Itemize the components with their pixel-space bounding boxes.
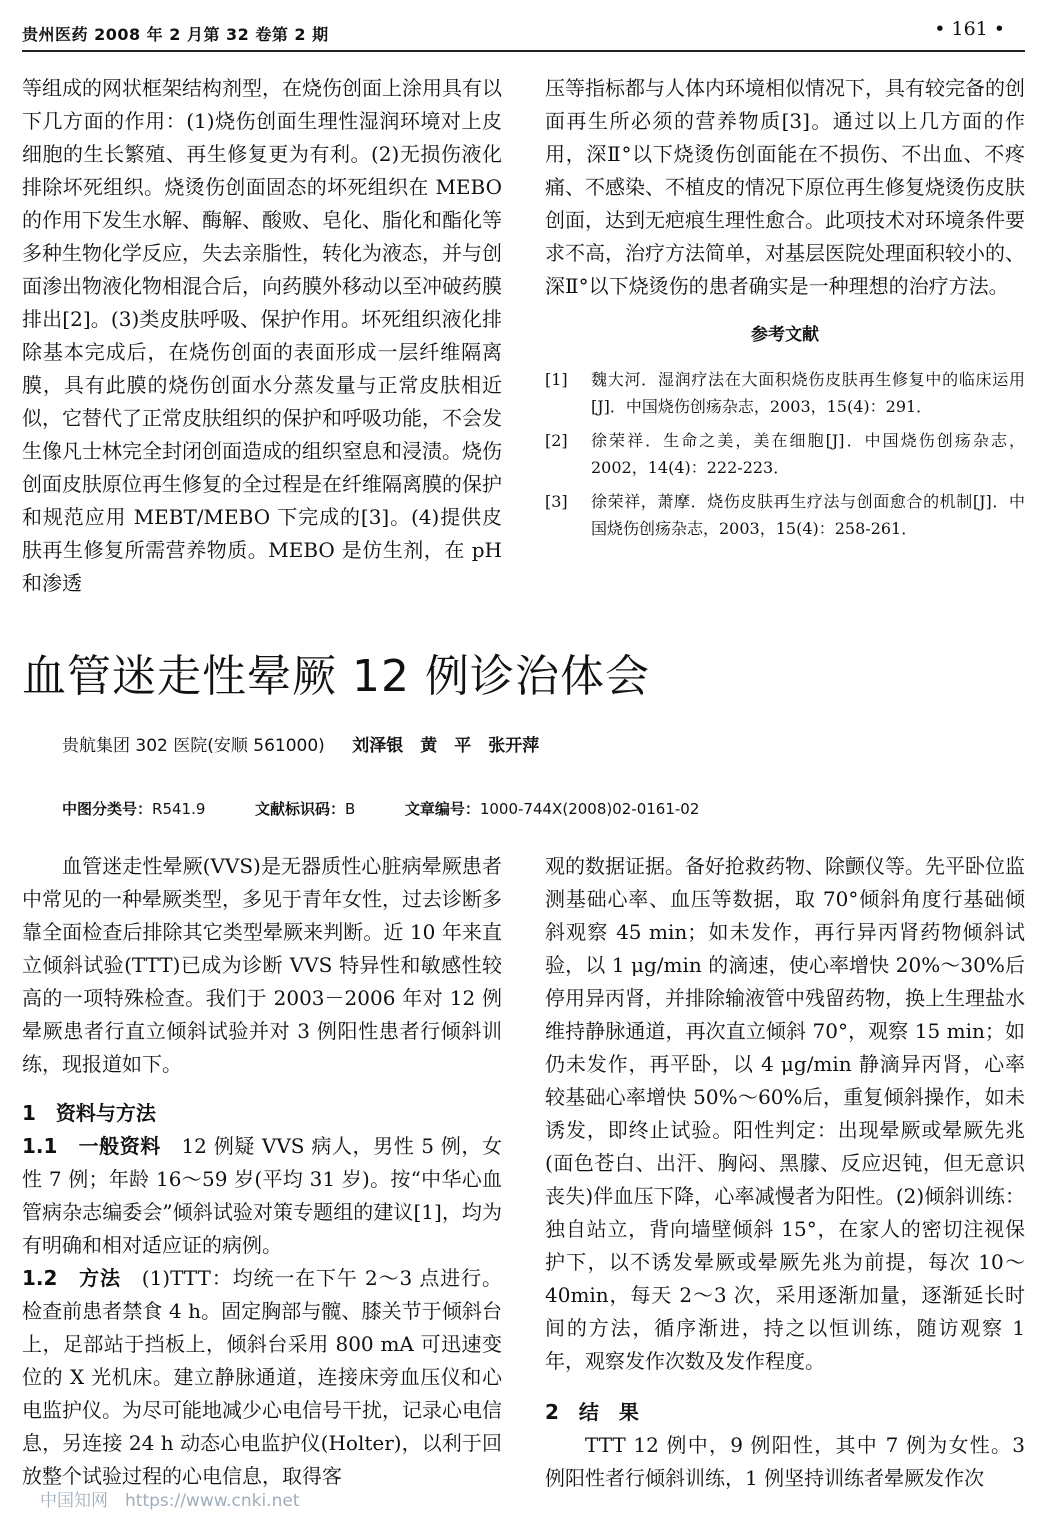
reference-item (545, 488, 1025, 542)
subsection-heading: 1.1 一般资料 (22, 1134, 161, 1158)
subsection-heading: 1.2 方法 (22, 1266, 121, 1290)
doc-code-label: 文献标识码： (254, 800, 345, 818)
reference-item (545, 366, 1025, 420)
top-right-column (545, 72, 1025, 549)
reference-number: [3] (545, 492, 568, 511)
methods-continued: 观的数据证据。备好抢救药物、除颤仪等。先平卧位监测基础心率、血压等数据，取 70°倾斜角度行基础倾斜观察 45 min；如未发作，再行异丙肾药物倾斜试验，以 1 μg/min 的滴速，使心率增快 20%～30%后停用异丙肾，并排除输液管中残留药物，换上生理盐水维持静脉通道，再次直立倾斜 70°，观察 15 min；如仍未发作，再平卧，以 4 μg/min 静滴异丙肾，心率较基础心率增快 50%～60%后，重复倾斜操作，如未诱发，即终止试验。阳性判定：出现晕厥或晕厥先兆(面色苍白、出汗、胸闷、黑朦、反应迟钝，但无意识丧失)伴血压下降，心率减慢者为阳性。(2)倾斜训练：独自站立，背向墙壁倾斜 15°，在家人的密切注视保护下，以不诱发晕厥或晕厥先兆为前提，每次 10～40min，每天 2～3 次，采用逐渐加量，逐渐延长时间的方法，循序渐进，持之以恒训练，随访观察 1 年，观察发作次数及发作程度。 (545, 854, 1025, 1373)
affiliation: 贵航集团 302 医院(安顺 561000) (62, 736, 325, 756)
reference-text: 徐荣祥．生命之美，美在细胞[J]．中国烧伤创疡杂志，2002，14(4)：222-223． (591, 431, 1025, 477)
reference-list (545, 366, 1025, 542)
journal-header: 贵州医药 2008 年 2 月第 32 卷第 2 期 (22, 25, 329, 44)
top-left-text: 等组成的网状框架结构剂型，在烧伤创面上涂用具有以下几方面的作用：(1)烧伤创面生理性湿润环境对上皮细胞的生长繁殖、再生修复更为有利。(2)无损伤液化排除坏死组织。烧烫伤创面固态的坏死组织在 MEBO 的作用下发生水解、酶解、酸败、皂化、脂化和酯化等多种生物化学反应，失去亲脂性，转化为液态，并与创面渗出物液化物相混合后，向药膜外移动以至冲破药膜排出[2]。(3)类皮肤呼吸、保护作用。坏死组织液化排除基本完成后，在烧伤创面的表面形成一层纤维隔离膜，具有此膜的烧伤创面水分蒸发量与正常皮肤相近似，它替代了正常皮肤组织的保护和呼吸功能，不会发生像凡士林完全封闭创面造成的组织窒息和浸渍。烧伤创面皮肤原位再生修复的全过程是在纤维隔离膜的保护和规范应用 MEBT/MEBO 下完成的[3]。(4)提供皮肤再生修复所需营养物质。MEBO 是仿生剂，在 pH 和渗透 (22, 76, 502, 595)
article-title: 血管迷走性晕厥 12 例诊治体会 (22, 651, 650, 702)
cnki-watermark: 中国知网 https://www.cnki.net (40, 1491, 300, 1511)
classification-line (62, 798, 699, 819)
body-left-column (22, 850, 502, 1493)
reference-item (545, 427, 1025, 481)
article-id-label: 文章编号： (404, 800, 480, 818)
reference-text: 徐荣祥，萧摩．烧伤皮肤再生疗法与创面愈合的机制[J]．中国烧伤创疡杂志，2003，15(4)：258-261． (591, 492, 1025, 538)
class-value: R541.9 (152, 800, 206, 818)
top-left-column (22, 72, 502, 600)
references-heading: 参考文献 (751, 325, 819, 345)
header-rule (22, 50, 1025, 52)
reference-number: [2] (545, 431, 568, 450)
intro-paragraph: 血管迷走性晕厥(VVS)是无器质性心脏病晕厥患者中常见的一种晕厥类型，多见于青年女性，过去诊断多靠全面检查后排除其它类型晕厥来判断。近 10 年来直立倾斜试验(TTT)已成为诊断 VVS 特异性和敏感性较高的一项特殊检查。我们于 2003－2006 年对 12 例晕厥患者行直立倾斜试验并对 3 例阳性患者行倾斜训练，现报道如下。 (22, 854, 502, 1076)
doc-code-value: B (344, 800, 356, 818)
subsection-text: (1)TTT：均统一在下午 2～3 点进行。检查前患者禁食 4 h。固定胸部与髋、膝关节于倾斜台上，足部站于挡板上，倾斜台采用 800 mA 可迅速变位的 X 光机床。建立静脉通道，连接床旁血压仪和心电监护仪。为尽可能地减少心电信号干扰，记录心电信息，另连接 24 h 动态心电监护仪(Holter)，以利于回放整个试验过程的心电信息，取得客 (22, 1266, 502, 1488)
reference-number: [1] (545, 370, 568, 389)
subsection-text: 12 例疑 VVS 病人，男性 5 例，女性 7 例；年龄 16～59 岁(平均 31 岁)。按“中华心血管病杂志编委会”倾斜试验对策专题组的建议[1]，均为有明确和相对适应证的病例。 (22, 1134, 502, 1257)
results-paragraph: TTT 12 例中，9 例阳性，其中 7 例为女性。3 例阳性者行倾斜训练，1 例坚持训练者晕厥发作次 (545, 1433, 1025, 1490)
article-id-value: 1000-744X(2008)02-0161-02 (479, 800, 700, 818)
body-right-column (545, 850, 1025, 1495)
top-right-text: 压等指标都与人体内环境相似情况下，具有较完备的创面再生所必须的营养物质[3]。通过以上几方面的作用，深Ⅱ°以下烧烫伤创面能在不损伤、不出血、不疼痛、不感染、不植皮的情况下原位再生修复烧烫伤皮肤创面，达到无疤痕生理性愈合。此项技术对环境条件要求不高，治疗方法简单，对基层医院处理面积较小的、深Ⅱ°以下烧烫伤的患者确实是一种理想的治疗方法。 (545, 76, 1025, 298)
page-number: • 161 • (934, 18, 1005, 40)
section-heading: 2 结 果 (545, 1400, 639, 1424)
class-label: 中图分类号： (62, 800, 153, 818)
author-line (62, 731, 539, 756)
section-heading: 1 资料与方法 (22, 1101, 156, 1125)
reference-text: 魏大河．湿润疗法在大面积烧伤皮肤再生修复中的临床运用[J]．中国烧伤创疡杂志，2003，15(4)：291． (591, 370, 1025, 416)
author-names: 刘泽银 黄 平 张开萍 (352, 736, 540, 756)
